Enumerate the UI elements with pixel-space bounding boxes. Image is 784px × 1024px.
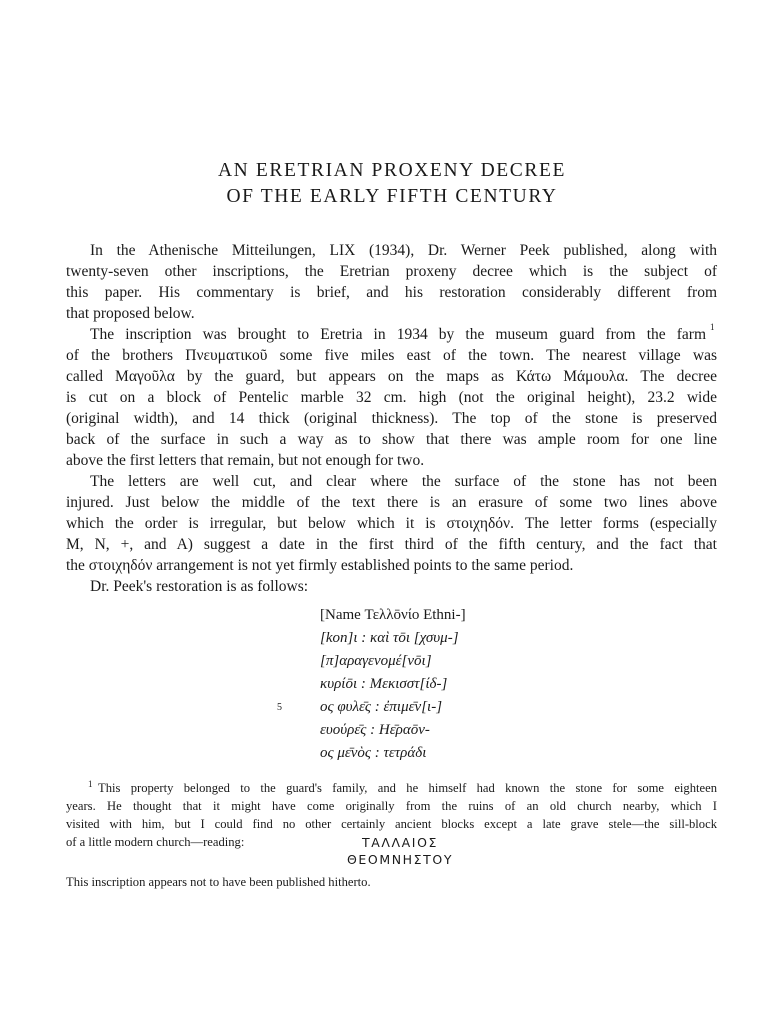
inscription-line-number: 5 bbox=[277, 702, 282, 713]
footnote-line-2: years. He thought that it might have come originally from the ruins of an old church nearby, which I bbox=[66, 799, 717, 813]
paragraph-3-line-3: which the order is irregular, but below which it is στοιχηδόν. The letter forms (especially bbox=[66, 515, 717, 532]
inscription-line-1: [Name Τελλōνίο Ethni-] bbox=[320, 607, 466, 623]
paragraph-2-line-4: is cut on a block of Pentelic marble 32 cm. high (not the original height), 23.2 wide bbox=[66, 389, 717, 406]
footnote-line-4: of a little modern church—reading: bbox=[66, 835, 245, 849]
footnote-line-1: This property belonged to the guard's family, and he himself had known the stone for some eighteen bbox=[98, 781, 717, 795]
inscription-line-3: [π]αραγενομέ[νōι] bbox=[320, 653, 432, 669]
paragraph-3-line-4: M, N, +, and A) suggest a date in the first third of the fifth century, and the fact that bbox=[66, 536, 717, 553]
paragraph-3-line-2: injured. Just below the middle of the text there is an erasure of some two lines above bbox=[66, 494, 717, 511]
footnote-marker: 1 bbox=[88, 779, 93, 789]
paragraph-2-line-6: back of the surface in such a way as to show that there was ample room for one line bbox=[66, 431, 717, 448]
footnote-reference[interactable]: 1 bbox=[710, 322, 715, 332]
paragraph-1-line-2: twenty-seven other inscriptions, the Eretrian proxeny decree which is the subject of bbox=[66, 263, 717, 280]
grave-stele-inscription-line-2: ΘΕΟΜΝΗΣΤΟΥ bbox=[346, 852, 454, 867]
paragraph-2-line-1-text: The inscription was brought to Eretria in 1934 by the museum guard from the farm bbox=[90, 326, 706, 343]
paragraph-2-line-1 bbox=[66, 324, 706, 345]
grave-stele-inscription-line-1: ΤΑΛΛΑΙΟΣ bbox=[361, 835, 439, 850]
paragraph-1-line-1: In the Athenische Mitteilungen, LIX (1934), Dr. Werner Peek published, along with bbox=[90, 242, 717, 259]
article-title-line-2: OF THE EARLY FIFTH CENTURY bbox=[226, 186, 558, 207]
inscription-line-5: ος φυλε̄ς : ἐπιμε̄ν[ι-] bbox=[320, 699, 443, 715]
paragraph-3-line-5: the στοιχηδόν arrangement is not yet firmly established points to the same period. bbox=[66, 557, 574, 574]
paragraph-4: Dr. Peek's restoration is as follows: bbox=[90, 578, 309, 595]
inscription-line-7: ος με̄νὸς : τετράδι bbox=[320, 745, 427, 761]
paragraph-2-line-5: (original width), and 14 thick (original thickness). The top of the stone is preserved bbox=[66, 410, 717, 427]
inscription-line-2: [kon]ι : καὶ τōι [χσυμ-] bbox=[320, 630, 459, 646]
inscription-line-6: ευούρε̄ς : Ηε̄ραōν- bbox=[320, 722, 430, 738]
paragraph-2-line-7: above the first letters that remain, but not enough for two. bbox=[66, 452, 425, 469]
footnote-closing: This inscription appears not to have been published hitherto. bbox=[66, 875, 371, 889]
paragraph-1-line-4: that proposed below. bbox=[66, 305, 195, 322]
paragraph-2-line-2: of the brothers Πνευματικοῦ some five miles east of the town. The nearest village was bbox=[66, 347, 717, 364]
footnote-line-3: visited with him, but I could find no other certainly ancient blocks except a late grave stele—the sill-block bbox=[66, 817, 717, 831]
paragraph-3-line-1: The letters are well cut, and clear where the surface of the stone has not been bbox=[90, 473, 717, 490]
paragraph-2-line-3: called Μαγοῦλα by the guard, but appears on the maps as Κάτω Μάμουλα. The decree bbox=[66, 368, 717, 385]
paragraph-1-line-3: this paper. His commentary is brief, and his restoration considerably different from bbox=[66, 284, 717, 301]
inscription-line-4: κυρίōι : Μεκισστ[ίδ-] bbox=[320, 676, 448, 692]
article-title-line-1: AN ERETRIAN PROXENY DECREE bbox=[218, 160, 566, 181]
